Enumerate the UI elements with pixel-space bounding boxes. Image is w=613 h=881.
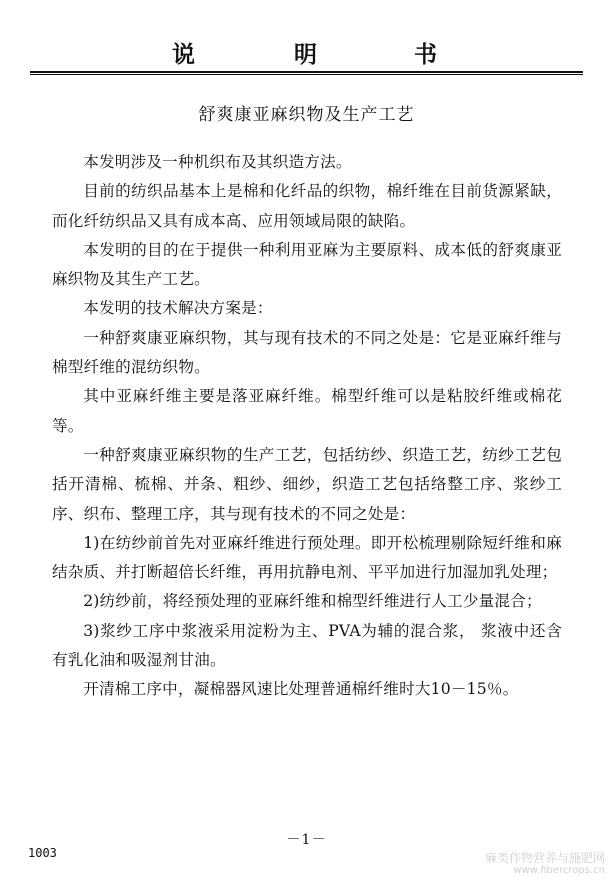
paragraph: 1)在纺纱前首先对亚麻纤维进行预处理。即开松梳理剔除短纤维和麻结杂质、并打断超倍长纤维，再用抗静电剂、平平加进行加湿加乳处理； — [52, 533, 562, 582]
header-char-2: 明 — [294, 41, 318, 68]
header-char-1: 说 — [172, 41, 196, 68]
header-rule-thick — [30, 71, 583, 73]
paragraph: 一种舒爽康亚麻织物，其与现有技术的不同之处是：它是亚麻纤维与棉型纤维的混纺织物。 — [52, 328, 562, 377]
paragraph: 2)纺纱前，将经预处理的亚麻纤维和棉型纤维进行人工少量混合； — [83, 592, 542, 611]
watermark-text: 麻类作物营养与施肥网 — [484, 851, 605, 865]
paragraph: 本发明的技术解决方案是： — [83, 299, 273, 318]
document-title: 舒爽康亚麻织物及生产工艺 — [198, 105, 415, 125]
paragraph: 目前的纺织品基本上是棉和化纤品的织物，棉纤维在目前货源紧缺，而化纤纺织品又具有成本高、应用领域局限的缺陷。 — [52, 182, 562, 230]
paragraph: 本发明涉及一种机织布及其织造方法。 — [83, 153, 352, 171]
paragraph: 3)浆纱工序中浆液采用淀粉为主、PVA为辅的混合浆， 浆液中还含有乳化油和吸湿剂甘油。 — [52, 621, 562, 670]
watermark-url: www.fibercrops.cn — [513, 865, 605, 876]
page-number: －1－ — [286, 832, 327, 848]
paragraph: 本发明的目的在于提供一种利用亚麻为主要原料、成本低的舒爽康亚麻织物及其生产工艺。 — [52, 240, 562, 289]
header-char-3: 书 — [414, 41, 438, 68]
header-rule-thin — [30, 74, 583, 75]
paragraph: 开清棉工序中，凝棉器风速比处理普通棉纤维时大10－15％。 — [83, 680, 519, 699]
paragraph: 一种舒爽康亚麻织物的生产工艺，包括纺纱、织造工艺，纺纱工艺包括开清棉、梳棉、并条、粗纱、细纱，织造工艺包括络整工序、浆纱工序、织布、整理工序，其与现有技术的不同之处是： — [52, 445, 562, 523]
document-body — [52, 148, 562, 705]
document-header — [0, 22, 613, 70]
paragraph: 其中亚麻纤维主要是落亚麻纤维。棉型纤维可以是粘胶纤维或棉花等。 — [52, 387, 562, 435]
document-code: 1003 — [28, 846, 57, 860]
